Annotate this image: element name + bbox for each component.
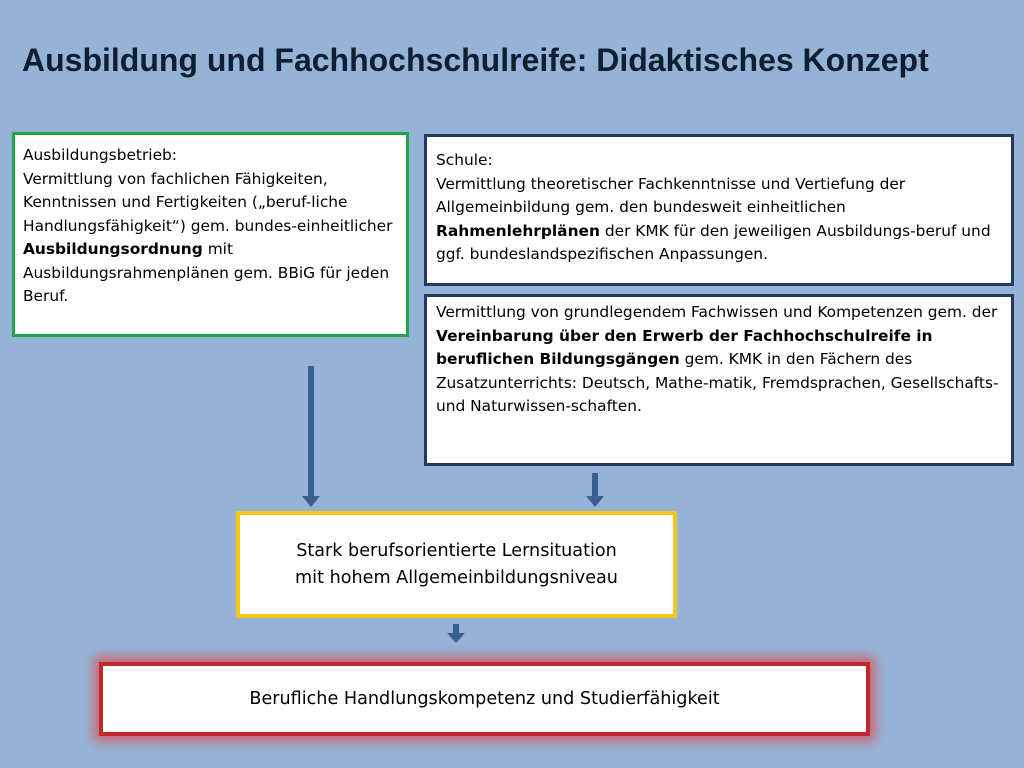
arrow-fachwissen-to-lernsituation-icon xyxy=(585,473,605,508)
schule-text-1: Vermittlung theoretischer Fachkenntnisse und Vertiefung der Allgemeinbildung gem. den bundesweit einheitlichen xyxy=(436,174,906,216)
arrow-ausbildung-to-lernsituation-icon xyxy=(301,366,321,508)
vereinbarung-highlight: Vereinbarung über den Erwerb der Fachhochschulreife in beruflichen Bildungsgängen xyxy=(436,326,933,368)
ausbildungsordnung-highlight: Ausbildungsordnung xyxy=(23,240,203,258)
fachwissen-text xyxy=(436,301,1002,419)
schule-box xyxy=(424,134,1014,286)
ausbildungsbetrieb-text-1: Vermittlung von fachlichen Fähigkeiten, Kenntnissen und Fertigkeiten („beruf-liche Handlungsfähigkeit“) gem. bundes-einheitlicher xyxy=(23,169,393,235)
schule-text-2: der KMK für den jeweiligen Ausbildungs-beruf und ggf. bundeslandspezifischen Anpassungen. xyxy=(436,221,991,263)
fachwissen-box xyxy=(424,294,1014,466)
lernsituation-text xyxy=(295,538,618,592)
schule-heading: Schule: xyxy=(436,151,493,169)
slide-title: Ausbildung und Fachhochschulreife: Didaktisches Konzept xyxy=(22,42,929,78)
lernsituation-box xyxy=(236,511,677,618)
rahmenlehrplaene-highlight: Rahmenlehrplänen xyxy=(436,221,600,240)
ausbildungsbetrieb-heading: Ausbildungsbetrieb: xyxy=(23,146,177,164)
ausbildungsbetrieb-box xyxy=(12,132,409,337)
fachwissen-text-1: Vermittlung von grundlegendem Fachwissen und Kompetenzen gem. der xyxy=(436,303,998,321)
lernsituation-line-2: mit hohem Allgemeinbildungsniveau xyxy=(295,567,618,588)
lernsituation-line-1: Stark berufsorientierte Lernsituation xyxy=(296,540,617,561)
ergebnis-text: Berufliche Handlungskompetenz und Studierfähigkeit xyxy=(249,689,720,709)
ergebnis-box xyxy=(99,662,870,736)
schule-text xyxy=(436,173,1002,267)
arrow-lernsituation-to-ergebnis-icon xyxy=(446,624,466,644)
ausbildungsbetrieb-text-2: mit Ausbildungsrahmenplänen gem. BBiG für jeden Beruf. xyxy=(23,240,390,305)
ausbildungsbetrieb-text xyxy=(23,168,398,309)
fachwissen-text-2: gem. KMK in den Fächern des Zusatzunterrichts: Deutsch, Mathe-matik, Fremdsprachen, Gesellschafts- und Naturwissen-schaften. xyxy=(436,350,999,415)
